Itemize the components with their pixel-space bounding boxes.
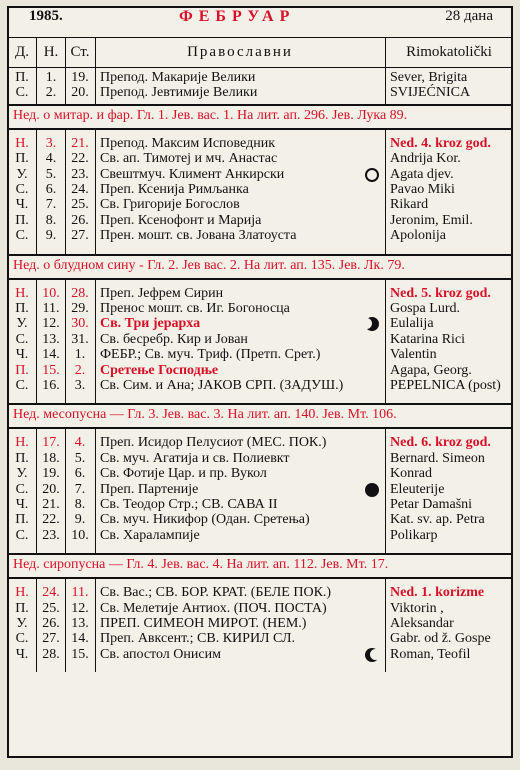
cell-n: 19.: [42, 466, 60, 482]
cell-c: Bernard. Simeon: [390, 450, 485, 466]
cell-n: 20.: [42, 481, 60, 497]
cell-o: Св. Вас.; СВ. БОР. КРАТ. (БЕЛЕ ПОК.): [100, 585, 332, 601]
header-column-divider-3: [385, 38, 386, 68]
cell-c: Gabr. od ž. Gospe: [390, 631, 491, 647]
cell-st: 23.: [71, 166, 89, 182]
last-quarter-moon-icon: [365, 648, 379, 662]
header-column-divider-0: [36, 38, 37, 68]
cell-st: 6.: [74, 466, 86, 482]
cell-d: У.: [16, 616, 28, 631]
month-title: ФЕБРУАР: [179, 8, 296, 25]
cell-n: 1.: [45, 70, 57, 85]
cell-n: 26.: [42, 616, 60, 631]
row-divider: [9, 128, 511, 130]
cell-o: Свештмуч. Климент Анкирски: [100, 166, 285, 182]
cell-d: Ч.: [15, 197, 29, 213]
cell-d: Ч.: [15, 497, 29, 512]
new-moon-icon: [365, 483, 379, 497]
cell-c: Polikarp: [390, 527, 438, 543]
cell-d: С.: [15, 631, 29, 647]
cell-c: Roman, Teofil: [390, 646, 471, 662]
cell-o: Св. апостол Онисим: [100, 646, 221, 662]
cell-d: П.: [15, 600, 29, 616]
cell-n: 6.: [45, 182, 57, 197]
cell-c: Rikard: [390, 197, 429, 213]
cell-d: Н.: [15, 285, 29, 301]
cell-n: 3.: [45, 135, 57, 151]
cell-n: 5.: [45, 166, 57, 182]
cell-c: Eulalija: [390, 316, 434, 332]
cell-st: 24.: [71, 182, 89, 197]
cell-c: Petar Damašni: [390, 497, 473, 512]
cell-c: Ned. 4. kroz god.: [390, 135, 491, 151]
column-divider-2: [95, 427, 96, 553]
col-orthodox: Православни: [187, 44, 293, 60]
row-divider: [9, 67, 511, 68]
cell-o: ФЕБР.; Св. муч. Триф. (Претп. Срет.): [100, 347, 321, 363]
column-divider-3: [385, 577, 386, 672]
col-old: Ст.: [70, 44, 90, 60]
cell-o: Преп. Ксенија Римљанка: [100, 182, 249, 197]
cell-st: 8.: [74, 497, 86, 512]
row-divider: [9, 577, 511, 579]
header-divider: [9, 37, 511, 38]
cell-n: 10.: [42, 285, 60, 301]
column-divider-1: [65, 427, 66, 553]
cell-st: 12.: [71, 600, 89, 616]
cell-st: 10.: [71, 527, 89, 543]
cell-n: 7.: [45, 197, 57, 213]
cell-o: Св. муч. Агатија и св. Полиевкт: [100, 450, 290, 466]
cell-n: 11.: [42, 301, 60, 316]
cell-n: 17.: [42, 435, 60, 451]
cell-c: Viktorin ,: [390, 600, 444, 616]
cell-o: Препод. Јевтимије Велики: [100, 85, 258, 101]
column-divider-0: [36, 68, 37, 104]
cell-st: 1.: [74, 347, 86, 363]
cell-c: Pavao Miki: [390, 182, 455, 197]
days-count: 28 дана: [445, 8, 493, 24]
cell-d: С.: [15, 527, 29, 543]
cell-c: SVIJEĆNICA: [390, 85, 471, 101]
cell-st: 7.: [74, 481, 86, 497]
cell-n: 16.: [42, 378, 60, 393]
year: 1985.: [29, 8, 63, 24]
cell-st: 30.: [71, 316, 89, 332]
cell-n: 27.: [42, 631, 60, 647]
header-column-divider-2: [95, 38, 96, 68]
cell-c: Ned. 1. korizme: [390, 585, 485, 601]
cell-n: 23.: [42, 527, 60, 543]
cell-n: 28.: [42, 646, 60, 662]
cell-st: 20.: [71, 85, 89, 101]
column-divider-1: [65, 68, 66, 104]
cell-st: 26.: [71, 212, 89, 228]
cell-c: Valentin: [390, 347, 437, 363]
row-divider: [9, 427, 511, 429]
column-divider-3: [385, 427, 386, 553]
cell-st: 31.: [71, 331, 89, 347]
cell-o: ПРЕП. СИМЕОН МИРОТ. (НЕМ.): [100, 616, 307, 631]
cell-c: Konrad: [390, 466, 432, 482]
cell-o: Св. Фотије Цар. и пр. Вукол: [100, 466, 267, 482]
cell-st: 14.: [71, 631, 89, 647]
cell-c: Ned. 5. kroz god.: [390, 285, 491, 301]
col-new: Н.: [43, 44, 59, 60]
column-divider-3: [385, 68, 386, 104]
cell-d: П.: [15, 151, 29, 167]
cell-st: 28.: [71, 285, 89, 301]
cell-n: 2.: [45, 85, 57, 101]
cell-st: 3.: [74, 378, 86, 393]
cell-o: Прен. мошт. св. Јована Златоуста: [100, 228, 297, 244]
cell-st: 29.: [71, 301, 89, 316]
row-divider: [9, 278, 511, 280]
cell-d: Ч.: [15, 646, 29, 662]
column-divider-2: [95, 68, 96, 104]
cell-n: 24.: [42, 585, 60, 601]
cell-st: 27.: [71, 228, 89, 244]
cell-c: Andrija Kor.: [390, 151, 461, 167]
cell-o: Преп. Јефрем Сирин: [100, 285, 224, 301]
column-divider-1: [65, 128, 66, 254]
cell-n: 8.: [45, 212, 57, 228]
cell-d: П.: [15, 512, 29, 528]
cell-n: 9.: [45, 228, 57, 244]
cell-d: У.: [16, 166, 28, 182]
cell-c: Sever, Brigita: [390, 70, 468, 85]
cell-d: П.: [15, 212, 29, 228]
week-title: Нед. о блудном сину - Гл. 2. Јев вас. 2. На лит. ап. 135. Јев. Лк. 79.: [13, 257, 405, 273]
cell-d: С.: [15, 85, 29, 101]
cell-st: 2.: [74, 362, 86, 378]
cell-c: Aleksandar: [390, 616, 454, 631]
cell-st: 21.: [71, 135, 89, 151]
cell-c: Ned. 6. kroz god.: [390, 435, 491, 451]
cell-o: Пренос мошт. св. Иг. Богоносца: [100, 301, 290, 316]
column-divider-3: [385, 278, 386, 404]
week-title: Нед. месопусна — Гл. 3. Јев. вас. 3. На лит. ап. 140. Јев. Мт. 106.: [13, 407, 397, 423]
cell-c: Eleuterije: [390, 481, 445, 497]
cell-o: Св. бесребр. Кир и Јован: [100, 331, 248, 347]
cell-c: Apolonija: [390, 228, 446, 244]
cell-c: Kat. sv. ap. Petra: [390, 512, 485, 528]
cell-o: Св. Три јерарха: [100, 316, 201, 332]
cell-o: Св. муч. Никифор (Одан. Сретења): [100, 512, 310, 528]
cell-st: 25.: [71, 197, 89, 213]
column-divider-0: [36, 577, 37, 672]
cell-st: 11.: [71, 585, 89, 601]
cell-c: Agapa, Georg.: [390, 362, 472, 378]
header-column-divider-1: [65, 38, 66, 68]
cell-n: 13.: [42, 331, 60, 347]
cell-st: 22.: [71, 151, 89, 167]
cell-c: Jeronim, Emil.: [390, 212, 473, 228]
cell-d: Н.: [15, 435, 29, 451]
cell-o: Преп. Исидор Пелусиот (МЕС. ПОК.): [100, 435, 327, 451]
cell-c: PEPELNICA (post): [390, 378, 501, 393]
cell-c: Agata djev.: [390, 166, 454, 182]
cell-o: Преп. Авксент.; СВ. КИРИЛ СЛ.: [100, 631, 296, 647]
column-divider-0: [36, 427, 37, 553]
col-day: Д.: [15, 44, 29, 60]
cell-d: Н.: [15, 585, 29, 601]
cell-d: П.: [15, 450, 29, 466]
cell-st: 13.: [71, 616, 89, 631]
cell-d: С.: [15, 182, 29, 197]
cell-d: С.: [15, 378, 29, 393]
week-title: Нед. о митар. и фар. Гл. 1. Јев. вас. 1. На лит. ап. 296. Јев. Лука 89.: [13, 107, 408, 123]
cell-o: Препод. Максим Исповедник: [100, 135, 275, 151]
column-divider-3: [385, 128, 386, 254]
cell-st: 5.: [74, 450, 86, 466]
col-catholic: Rimokatolički: [406, 44, 492, 60]
column-divider-2: [95, 128, 96, 254]
cell-d: У.: [16, 466, 28, 482]
cell-n: 12.: [42, 316, 60, 332]
cell-o: Св. Мелетије Антиох. (ПОЧ. ПОСТА): [100, 600, 327, 616]
full-moon-icon: [365, 168, 379, 182]
column-divider-0: [36, 278, 37, 404]
cell-n: 14.: [42, 347, 60, 363]
cell-d: П.: [15, 362, 29, 378]
cell-c: Gospa Lurd.: [390, 301, 460, 316]
cell-d: С.: [15, 228, 29, 244]
cell-n: 22.: [42, 512, 60, 528]
cell-c: Katarina Rici: [390, 331, 466, 347]
cell-d: У.: [16, 316, 28, 332]
cell-o: Преп. Партеније: [100, 481, 199, 497]
cell-n: 4.: [45, 151, 57, 167]
cell-o: Преп. Ксенофонт и Марија: [100, 212, 262, 228]
cell-o: Сретење Господње: [100, 362, 219, 378]
cell-st: 4.: [74, 435, 86, 451]
column-divider-1: [65, 278, 66, 404]
cell-n: 25.: [42, 600, 60, 616]
cell-o: Св. Сим. и Ана; ЈАКОВ СРП. (ЗАДУШ.): [100, 378, 344, 393]
week-title: Нед. сиропусна — Гл. 4. Јев. вас. 4. На лит. ап. 112. Јев. Мт. 17.: [13, 557, 389, 573]
cell-o: Препод. Макарије Велики: [100, 70, 256, 85]
column-divider-2: [95, 577, 96, 672]
cell-d: П.: [15, 301, 29, 316]
cell-n: 18.: [42, 450, 60, 466]
cell-o: Св. Теодор Стр.; СВ. САВА II: [100, 497, 278, 512]
cell-n: 21.: [42, 497, 60, 512]
cell-o: Св. Харалампије: [100, 527, 200, 543]
cell-o: Св. ап. Тимотеј и мч. Анастас: [100, 151, 278, 167]
calendar-page: [7, 6, 513, 758]
cell-o: Св. Григорије Богослов: [100, 197, 240, 213]
cell-st: 15.: [71, 646, 89, 662]
cell-d: Н.: [15, 135, 29, 151]
cell-st: 19.: [71, 70, 89, 85]
cell-d: С.: [15, 481, 29, 497]
cell-n: 15.: [42, 362, 60, 378]
column-divider-0: [36, 128, 37, 254]
cell-st: 9.: [74, 512, 86, 528]
column-divider-1: [65, 577, 66, 672]
column-divider-2: [95, 278, 96, 404]
cell-d: С.: [15, 331, 29, 347]
cell-d: Ч.: [15, 347, 29, 363]
cell-d: П.: [15, 70, 29, 85]
